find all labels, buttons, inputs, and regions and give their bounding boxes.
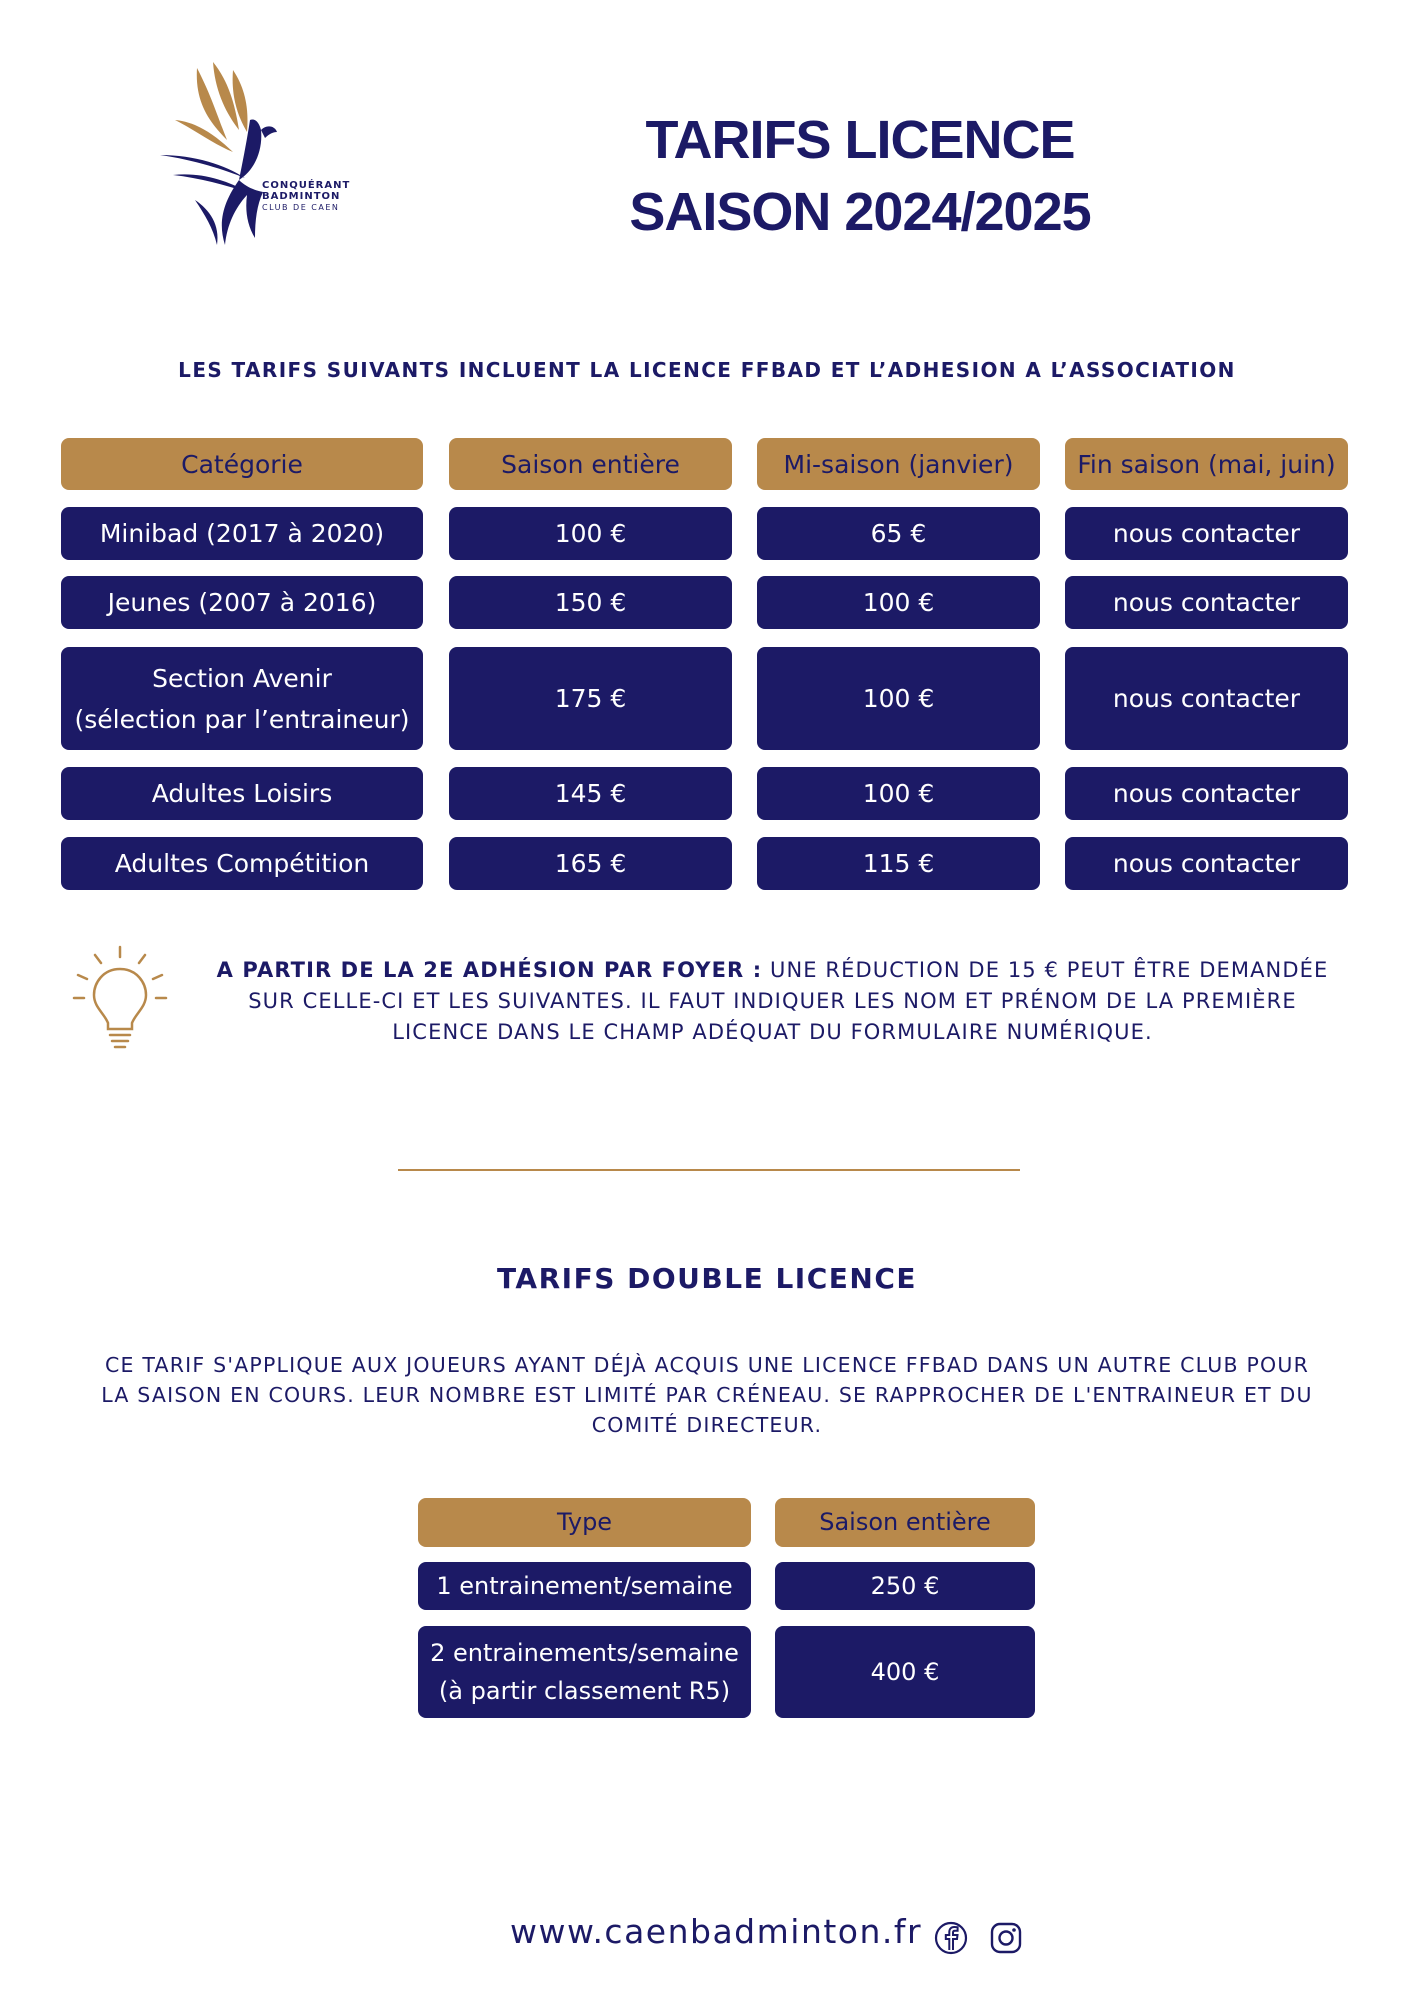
type-label: 2 entrainements/semaine <box>430 1639 739 1667</box>
type-label: 1 entrainement/semaine <box>436 1571 733 1600</box>
row-minibad-mid: 65 € <box>757 507 1040 560</box>
website-link[interactable]: www.caenbadminton.fr <box>510 1912 923 1951</box>
facebook-icon[interactable] <box>933 1920 969 1956</box>
row-competition-full: 165 € <box>449 837 732 890</box>
row-avenir-end: nous contacter <box>1065 647 1348 750</box>
type-sublabel: (à partir classement R5) <box>438 1677 731 1705</box>
row-competition-mid: 115 € <box>757 837 1040 890</box>
category-sublabel: (sélection par l’entraineur) <box>74 704 410 734</box>
row-two-trainings-price: 400 € <box>775 1626 1035 1718</box>
header-end-season: Fin saison (mai, juin) <box>1065 438 1348 490</box>
row-minibad-end: nous contacter <box>1065 507 1348 560</box>
header-type: Type <box>418 1498 751 1547</box>
row-minibad-full: 100 € <box>449 507 732 560</box>
row-loisirs-category <box>61 767 423 820</box>
row-jeunes-category <box>61 576 423 629</box>
note-bold: A PARTIR DE LA 2E ADHÉSION PAR FOYER : <box>216 958 763 982</box>
row-loisirs-end: nous contacter <box>1065 767 1348 820</box>
header-mid-season: Mi-saison (janvier) <box>757 438 1040 490</box>
header-category: Catégorie <box>61 438 423 490</box>
row-loisirs-mid: 100 € <box>757 767 1040 820</box>
logo-text <box>262 180 350 213</box>
row-competition-end: nous contacter <box>1065 837 1348 890</box>
club-logo <box>155 60 375 250</box>
title-line-1: TARIFS LICENCE <box>645 110 1075 170</box>
row-jeunes-mid: 100 € <box>757 576 1040 629</box>
category-label: Jeunes (2007 à 2016) <box>107 588 377 617</box>
section-divider <box>398 1169 1020 1171</box>
row-one-training-type <box>418 1562 751 1610</box>
household-discount-note <box>200 955 1345 1048</box>
page-title <box>560 104 1160 248</box>
row-two-trainings-type <box>418 1626 751 1718</box>
logo-line-2: BADMINTON <box>262 191 341 202</box>
header-full-season-double: Saison entière <box>775 1498 1035 1547</box>
category-label: Adultes Compétition <box>114 849 370 878</box>
logo-line-1: CONQUÉRANT <box>262 180 351 191</box>
lightbulb-icon <box>70 943 170 1053</box>
row-avenir-mid: 100 € <box>757 647 1040 750</box>
row-competition-category <box>61 837 423 890</box>
row-avenir-full: 175 € <box>449 647 732 750</box>
title-line-2: SAISON 2024/2025 <box>629 182 1091 242</box>
logo-line-3: CLUB DE CAEN <box>262 203 340 212</box>
category-label: Adultes Loisirs <box>151 779 333 808</box>
row-one-training-price: 250 € <box>775 1562 1035 1610</box>
double-licence-title: TARIFS DOUBLE LICENCE <box>497 1262 917 1295</box>
row-loisirs-full: 145 € <box>449 767 732 820</box>
header-full-season: Saison entière <box>449 438 732 490</box>
row-jeunes-end: nous contacter <box>1065 576 1348 629</box>
category-label: Section Avenir <box>152 663 332 693</box>
note-text: UNE RÉDUCTION DE 15 € PEUT ÊTRE DEMANDÉE SUR CELLE-CI ET LES SUIVANTES. IL FAUT INDIQUER LES NOM ET PRÉNOM DE LA PREMIÈRE LICENCE DANS LE CHAMP ADÉQUAT DU FORMULAIRE NUMÉRIQUE. <box>248 958 1329 1044</box>
row-jeunes-full: 150 € <box>449 576 732 629</box>
row-minibad-category <box>61 507 423 560</box>
row-avenir-category <box>61 647 423 750</box>
double-licence-paragraph: CE TARIF S'APPLIQUE AUX JOUEURS AYANT DÉJÀ ACQUIS UNE LICENCE FFBAD DANS UN AUTRE CLUB POUR LA SAISON EN COURS. LEUR NOMBRE EST LIMITÉ PAR CRÉNEAU. SE RAPPROCHER DE L'ENTRAINEUR ET DU COMITÉ DIRECTEUR. <box>101 1353 1313 1437</box>
subtitle: LES TARIFS SUIVANTS INCLUENT LA LICENCE FFBAD ET L’ADHESION A L’ASSOCIATION <box>178 358 1236 382</box>
category-label: Minibad (2017 à 2020) <box>99 519 385 548</box>
instagram-icon[interactable] <box>988 1920 1024 1956</box>
